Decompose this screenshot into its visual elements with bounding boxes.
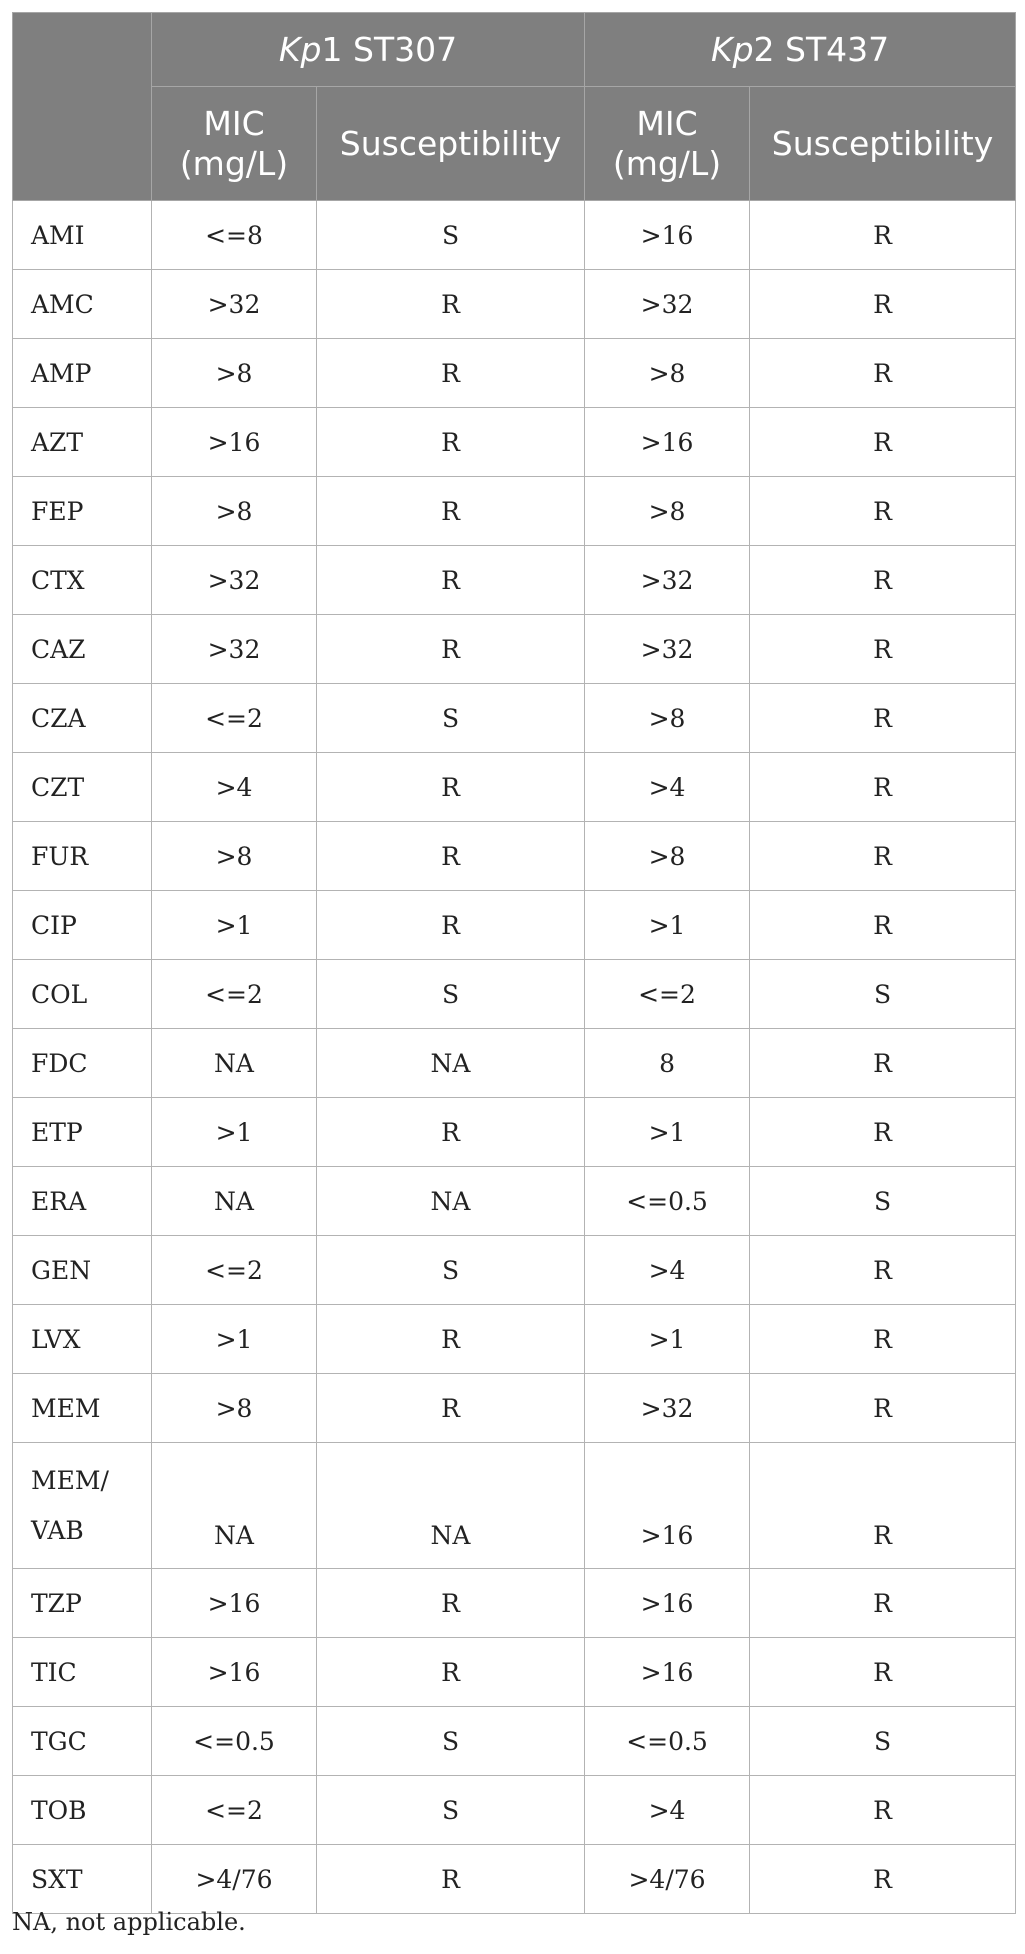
group2-rest: 2 ST437 bbox=[753, 30, 890, 69]
drug-cell: CAZ bbox=[13, 615, 152, 684]
mic-kp2-cell: >16 bbox=[585, 408, 750, 477]
susceptibility-kp2-cell: R bbox=[750, 684, 1016, 753]
mic-kp1-cell: >16 bbox=[152, 1638, 317, 1707]
mic-kp2-cell: >4 bbox=[585, 1776, 750, 1845]
drug-line1: MEM/ bbox=[31, 1466, 109, 1495]
mic-kp1-cell: >32 bbox=[152, 546, 317, 615]
mic-kp1-cell: >8 bbox=[152, 1374, 317, 1443]
mic-kp1-cell: >1 bbox=[152, 891, 317, 960]
susceptibility-kp1-cell: R bbox=[317, 546, 585, 615]
header-row-groups bbox=[13, 13, 1016, 87]
mic-kp1-cell: <=8 bbox=[152, 201, 317, 270]
susceptibility-kp1-cell: R bbox=[317, 339, 585, 408]
mic-kp2-cell: >8 bbox=[585, 684, 750, 753]
susceptibility-kp1-cell: S bbox=[317, 1236, 585, 1305]
susceptibility-kp1-cell: S bbox=[317, 1776, 585, 1845]
mic-kp1-cell: <=2 bbox=[152, 960, 317, 1029]
drug-cell: ERA bbox=[13, 1167, 152, 1236]
drug-cell: AZT bbox=[13, 408, 152, 477]
header-mic-kp2 bbox=[585, 87, 750, 201]
mic-kp1-cell: >8 bbox=[152, 339, 317, 408]
drug-cell: SXT bbox=[13, 1845, 152, 1914]
mic-kp1-cell: >32 bbox=[152, 270, 317, 339]
mic-kp2-cell: >8 bbox=[585, 822, 750, 891]
mic-kp2-cell: >1 bbox=[585, 1098, 750, 1167]
mic-kp1-cell: >8 bbox=[152, 477, 317, 546]
mic-kp1-cell: <=2 bbox=[152, 684, 317, 753]
mic-kp1-cell: >1 bbox=[152, 1098, 317, 1167]
table-row bbox=[13, 1098, 1016, 1167]
table-row bbox=[13, 1374, 1016, 1443]
susceptibility-kp2-cell: R bbox=[750, 1569, 1016, 1638]
table-footnote: NA, not applicable. bbox=[12, 1908, 246, 1936]
mic-kp1-cell: >4/76 bbox=[152, 1845, 317, 1914]
susceptibility-kp2-cell: R bbox=[750, 1305, 1016, 1374]
mic-kp2-cell: >16 bbox=[585, 1569, 750, 1638]
mic-kp1-cell: >32 bbox=[152, 615, 317, 684]
drug-cell: AMP bbox=[13, 339, 152, 408]
header-susceptibility-kp2: Susceptibility bbox=[750, 87, 1016, 201]
group1-italic: Kp bbox=[278, 30, 322, 69]
header-group-kp2 bbox=[585, 13, 1016, 87]
susceptibility-kp1-cell: R bbox=[317, 1098, 585, 1167]
drug-cell: TOB bbox=[13, 1776, 152, 1845]
susceptibility-kp1-cell: S bbox=[317, 684, 585, 753]
table-row bbox=[13, 1776, 1016, 1845]
susceptibility-kp1-cell: R bbox=[317, 1569, 585, 1638]
susceptibility-kp2-cell: R bbox=[750, 753, 1016, 822]
mic-kp2-cell: >8 bbox=[585, 339, 750, 408]
susceptibility-kp1-cell: R bbox=[317, 1845, 585, 1914]
drug-cell: CZT bbox=[13, 753, 152, 822]
susceptibility-kp1-cell: S bbox=[317, 1707, 585, 1776]
mic-susceptibility-table bbox=[12, 12, 1016, 1914]
drug-cell: TIC bbox=[13, 1638, 152, 1707]
mic-kp2-cell: >16 bbox=[585, 1443, 750, 1569]
drug-cell: TZP bbox=[13, 1569, 152, 1638]
table-row bbox=[13, 684, 1016, 753]
susceptibility-kp2-cell: R bbox=[750, 477, 1016, 546]
susceptibility-kp2-cell: R bbox=[750, 270, 1016, 339]
group1-rest: 1 ST307 bbox=[321, 30, 458, 69]
table-row bbox=[13, 1845, 1016, 1914]
drug-cell: CTX bbox=[13, 546, 152, 615]
susceptibility-kp2-cell: S bbox=[750, 1707, 1016, 1776]
susceptibility-kp2-cell: R bbox=[750, 1443, 1016, 1569]
susceptibility-kp2-cell: R bbox=[750, 615, 1016, 684]
mic-line1: MIC bbox=[203, 103, 265, 143]
mic-kp1-cell: >4 bbox=[152, 753, 317, 822]
drug-cell: AMI bbox=[13, 201, 152, 270]
mic-kp1-cell: NA bbox=[152, 1443, 317, 1569]
susceptibility-kp2-cell: R bbox=[750, 822, 1016, 891]
mic-kp2-cell: <=0.5 bbox=[585, 1707, 750, 1776]
group2-italic: Kp bbox=[710, 30, 754, 69]
mic-kp2-cell: <=0.5 bbox=[585, 1167, 750, 1236]
susceptibility-kp2-cell: R bbox=[750, 1638, 1016, 1707]
mic-kp1-cell: >1 bbox=[152, 1305, 317, 1374]
table-row bbox=[13, 753, 1016, 822]
susceptibility-kp1-cell: R bbox=[317, 1638, 585, 1707]
mic-table-container bbox=[12, 12, 1015, 1914]
table-row bbox=[13, 546, 1016, 615]
drug-cell bbox=[13, 1443, 152, 1569]
header-mic-kp1 bbox=[152, 87, 317, 201]
mic-kp2-cell: >32 bbox=[585, 1374, 750, 1443]
mic-kp2-cell: <=2 bbox=[585, 960, 750, 1029]
table-row bbox=[13, 822, 1016, 891]
mic-kp2-cell: >32 bbox=[585, 546, 750, 615]
susceptibility-kp1-cell: R bbox=[317, 753, 585, 822]
mic-kp2-cell: >4/76 bbox=[585, 1845, 750, 1914]
table-row bbox=[13, 270, 1016, 339]
mic-kp1-cell: >16 bbox=[152, 1569, 317, 1638]
susceptibility-kp1-cell: R bbox=[317, 477, 585, 546]
susceptibility-kp1-cell: R bbox=[317, 615, 585, 684]
susceptibility-kp2-cell: S bbox=[750, 960, 1016, 1029]
susceptibility-kp1-cell: S bbox=[317, 960, 585, 1029]
susceptibility-kp2-cell: R bbox=[750, 1374, 1016, 1443]
header-group-kp1 bbox=[152, 13, 585, 87]
drug-cell: ETP bbox=[13, 1098, 152, 1167]
header-row-columns bbox=[13, 87, 1016, 201]
mic-kp2-cell: >4 bbox=[585, 753, 750, 822]
susceptibility-kp2-cell: R bbox=[750, 408, 1016, 477]
susceptibility-kp2-cell: R bbox=[750, 1236, 1016, 1305]
table-row bbox=[13, 1029, 1016, 1098]
table-row bbox=[13, 201, 1016, 270]
mic-kp1-cell: <=2 bbox=[152, 1236, 317, 1305]
drug-cell: MEM bbox=[13, 1374, 152, 1443]
mic-line2: (mg/L) bbox=[179, 143, 289, 183]
drug-cell: TGC bbox=[13, 1707, 152, 1776]
susceptibility-kp1-cell: NA bbox=[317, 1029, 585, 1098]
mic-kp2-cell: >4 bbox=[585, 1236, 750, 1305]
susceptibility-kp2-cell: R bbox=[750, 1098, 1016, 1167]
susceptibility-kp1-cell: R bbox=[317, 891, 585, 960]
drug-cell: CIP bbox=[13, 891, 152, 960]
mic-kp2-cell: >32 bbox=[585, 270, 750, 339]
table-row bbox=[13, 1638, 1016, 1707]
mic-kp2-cell: 8 bbox=[585, 1029, 750, 1098]
drug-line2: VAB bbox=[31, 1516, 84, 1545]
mic-line2: (mg/L) bbox=[612, 143, 722, 183]
table-row bbox=[13, 1707, 1016, 1776]
mic-kp2-cell: >8 bbox=[585, 477, 750, 546]
susceptibility-kp1-cell: NA bbox=[317, 1167, 585, 1236]
table-row bbox=[13, 1236, 1016, 1305]
susceptibility-kp1-cell: R bbox=[317, 270, 585, 339]
susceptibility-kp2-cell: R bbox=[750, 201, 1016, 270]
mic-kp1-cell: >8 bbox=[152, 822, 317, 891]
table-body bbox=[13, 201, 1016, 1914]
table-row bbox=[13, 891, 1016, 960]
table-row bbox=[13, 339, 1016, 408]
mic-kp2-cell: >1 bbox=[585, 1305, 750, 1374]
susceptibility-kp1-cell: NA bbox=[317, 1443, 585, 1569]
susceptibility-kp2-cell: S bbox=[750, 1167, 1016, 1236]
drug-cell: LVX bbox=[13, 1305, 152, 1374]
susceptibility-kp1-cell: R bbox=[317, 822, 585, 891]
susceptibility-kp2-cell: R bbox=[750, 891, 1016, 960]
drug-cell: AMC bbox=[13, 270, 152, 339]
mic-kp1-cell: <=2 bbox=[152, 1776, 317, 1845]
table-row bbox=[13, 1443, 1016, 1569]
susceptibility-kp2-cell: R bbox=[750, 1029, 1016, 1098]
table-header bbox=[13, 13, 1016, 201]
drug-cell: FEP bbox=[13, 477, 152, 546]
table-row bbox=[13, 1569, 1016, 1638]
mic-kp1-cell: <=0.5 bbox=[152, 1707, 317, 1776]
mic-kp2-cell: >1 bbox=[585, 891, 750, 960]
mic-kp1-cell: >16 bbox=[152, 408, 317, 477]
table-row bbox=[13, 1305, 1016, 1374]
susceptibility-kp2-cell: R bbox=[750, 1776, 1016, 1845]
mic-kp1-cell: NA bbox=[152, 1029, 317, 1098]
table-row bbox=[13, 960, 1016, 1029]
table-row bbox=[13, 408, 1016, 477]
susceptibility-kp1-cell: R bbox=[317, 1305, 585, 1374]
drug-cell: FUR bbox=[13, 822, 152, 891]
susceptibility-kp1-cell: S bbox=[317, 201, 585, 270]
header-corner-cell bbox=[13, 13, 152, 201]
drug-cell: CZA bbox=[13, 684, 152, 753]
susceptibility-kp2-cell: R bbox=[750, 339, 1016, 408]
table-row bbox=[13, 615, 1016, 684]
susceptibility-kp1-cell: R bbox=[317, 1374, 585, 1443]
table-row bbox=[13, 1167, 1016, 1236]
susceptibility-kp2-cell: R bbox=[750, 1845, 1016, 1914]
mic-kp2-cell: >32 bbox=[585, 615, 750, 684]
mic-kp1-cell: NA bbox=[152, 1167, 317, 1236]
susceptibility-kp1-cell: R bbox=[317, 408, 585, 477]
mic-kp2-cell: >16 bbox=[585, 1638, 750, 1707]
header-susceptibility-kp1: Susceptibility bbox=[317, 87, 585, 201]
drug-cell: GEN bbox=[13, 1236, 152, 1305]
susceptibility-kp2-cell: R bbox=[750, 546, 1016, 615]
mic-line1: MIC bbox=[636, 103, 698, 143]
mic-kp2-cell: >16 bbox=[585, 201, 750, 270]
table-row bbox=[13, 477, 1016, 546]
drug-cell: COL bbox=[13, 960, 152, 1029]
drug-cell: FDC bbox=[13, 1029, 152, 1098]
